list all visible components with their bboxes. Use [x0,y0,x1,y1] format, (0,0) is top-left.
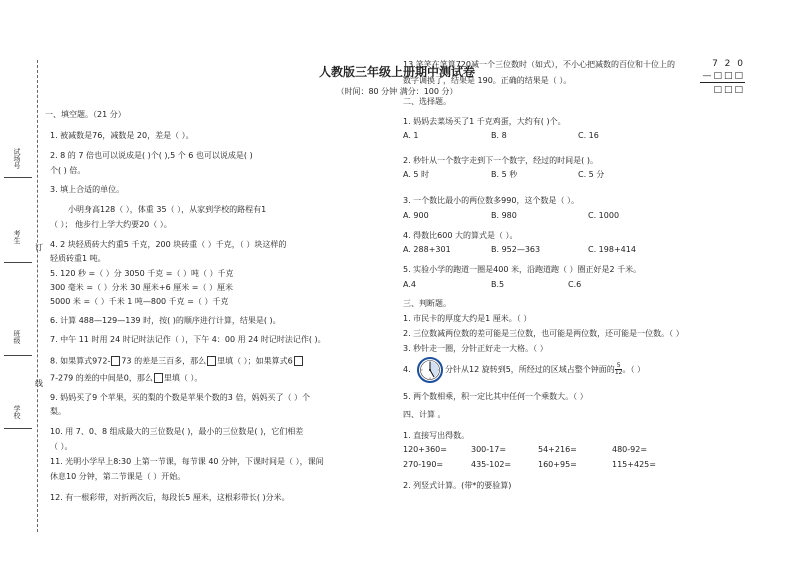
clock-icon [417,357,443,383]
question-text: 11. 光明小学早上8:30 上第一节课，每节课 40 分钟，下课时间是（ ），课间 [50,457,324,466]
judge-4-text-main: 分针从12 旋转到5，所经过的区域占整个钟面的 [445,365,615,374]
margin-char-ding: 订 [35,243,43,252]
choice-2-option-b: B. 5 秒 [491,170,518,179]
calc-row-2-item-1: 270-190= [403,460,444,469]
judge-4-text-end: 。（ ） [622,365,645,374]
left-question-line [50,254,106,264]
answer-box [154,373,163,383]
judge-5: 5. 两个数相乘，积一定比其中任何一个乘数大。（ ） [403,392,588,401]
choice-1-question: 1. 妈妈去菜场买了1 千克鸡蛋，大约有( )个。 [403,117,566,126]
left-question-line [50,356,304,367]
question-text: （ ）。 [50,442,73,451]
left-question-line [50,493,290,503]
margin-char-xian: 线 [35,379,43,388]
left-question-line [50,297,228,307]
left-question-line [50,442,73,452]
question-13-line2: 数字调换了，结果是 190。正确的结果是（ ）。 [403,76,572,85]
left-question-line [50,269,234,279]
section-heading: 二、选择题。 [403,97,451,106]
calc-1-heading: 1. 直接写出得数。 [403,431,470,440]
choice-1-option-b: B. 8 [491,131,507,140]
left-question-line [50,283,233,293]
calc-2-heading: 2. 列竖式计算。(带*的要验算) [403,481,512,490]
fraction-numerator: 5 [616,362,621,369]
question-text: 1. 被减数是76，减数是 20，差是（ ）。 [50,131,194,140]
section-heading: 一、填空题。（21 分） [45,110,126,119]
judge-3: 3. 秒针走一圈，分针正好走一大格。（ ） [403,344,548,353]
choice-5-option-a: A.4 [403,280,416,289]
calc-mid-row: —□□□ [702,71,745,81]
choice-4-option-a: A. 288+301 [403,245,451,254]
left-question-line [50,407,66,417]
left-question-line [50,240,286,250]
judge-2: 2. 三位数减两位数的差可能是三位数，也可能是两位数，还可能是一位数。（ ） [403,329,684,338]
question-text: 个( ) 倍。 [50,166,86,175]
left-question-line [50,151,253,161]
question-text: 休息10 分钟，第二节课是（ ）开始。 [50,472,186,481]
judge-1: 1. 市民卡的厚度大约是1 厘米。（ ） [403,314,532,323]
choice-3-option-c: C. 1000 [588,211,620,220]
right-column [400,0,794,562]
choice-2-option-c: C. 5 分 [578,170,605,179]
side-label-exam-room: 试场号 [13,148,21,169]
question-text: 9. 妈妈买了9 个苹果，买的梨的个数是苹果个数的3 倍，妈妈买了（ ）个 [50,393,310,402]
question-text: 里填（ ）。 [163,373,203,383]
question-text: 8. 如果算式972- [50,356,111,366]
left-question-line [50,185,124,195]
left-question-line [68,205,266,215]
question-text: 里填（ ）；如果算式6 [217,356,293,366]
calc-row-1-item-3: 54+216= [538,445,577,454]
section-heading: 四、计算 。 [403,410,446,419]
answer-box [111,356,120,366]
choice-3-option-b: B. 980 [491,211,517,220]
judge-4-number: 4. [403,365,411,374]
section-heading: 三、判断题。 [403,299,451,308]
page-subtitle: （时间：80 分钟 满分：100 分） [336,87,458,96]
answer-box [294,356,303,366]
choice-5-option-b: B.5 [491,280,505,289]
choice-3-option-a: A. 900 [403,211,429,220]
question-text: 4. 2 块轻质砖大约重5 千克，200 块砖重（ ）千克，（ ）块这样的 [50,240,287,249]
question-text: 7-279 的差的中间是0，那么 [50,373,153,383]
choice-5-option-c: C.6 [568,280,582,289]
left-question-line [50,335,326,345]
calc-bottom-row: □□□ [713,85,745,95]
calc-row-1-item-1: 120+360= [403,445,447,454]
question-13-line1: 13.笑笑在笔算720减一个三位数时（如式），不小心把减数的百位和十位上的 [403,60,675,69]
question-text: 2. 8 的 7 倍也可以说成是( )个( ),5 个 6 也可以说成是( ) [50,151,253,160]
judge-4-text [445,363,645,376]
choice-2-question: 2. 秒针从一个数字走到下一个数字，经过的时间是( )。 [403,156,598,165]
question-text: 小明身高128（ ），体重 35（ ），从家到学校的路程有1 [68,205,267,214]
question-text: 梨。 [50,407,66,416]
question-text: 73 的差是三百多，那么 [121,356,207,366]
question-text: 10. 用 7、0、8 组成最大的三位数是( )，最小的三位数是( )，它们相差 [50,427,304,436]
calc-row-2-item-2: 435-102= [471,460,512,469]
answer-box [207,356,216,366]
choice-4-option-b: B. 952—363 [491,245,541,254]
calc-row-1-item-4: 480-92= [612,445,648,454]
choice-4-option-c: C. 198+414 [588,245,636,254]
question-text: （ ）； 他步行上学大约要20（ ）。 [50,220,172,229]
choice-1-option-c: C. 16 [578,131,599,140]
calc-line [700,82,745,83]
left-question-line [50,316,281,326]
left-question-line [50,131,194,141]
side-label-class: 班级 [13,330,21,344]
question-text: 12. 有一根彩带，对折两次后，每段长5 厘米，这根彩带长( )分米。 [50,493,290,502]
choice-4-question: 4. 得数比600 大的算式是（ ）。 [403,231,518,240]
left-question-line [50,472,185,482]
left-question-line [50,220,172,230]
question-text: 5. 120 秒 =（ ）分 3050 千克 =（ ）吨（ ）千克 [50,269,234,278]
question-text: 5000 米 =（ ）千米 1 吨—800 千克 =（ ）千克 [50,297,229,306]
left-question-line [50,427,303,437]
fraction-denominator: 12 [614,369,623,376]
left-question-line [50,457,324,467]
choice-2-option-a: A. 5 时 [403,170,430,179]
page-title: 人教版三年级上册期中测试卷 [318,65,475,79]
choice-1-option-a: A. 1 [403,131,419,140]
question-text: 7. 中午 11 时用 24 时记时法记作（ ），下午 4：00 用 24 时记时法记作( )。 [50,335,326,344]
calc-row-2-item-3: 160+95= [538,460,577,469]
question-text: 3. 填上合适的单位。 [50,185,125,194]
left-question-line [50,166,85,176]
choice-3-question: 3. 一个数比最小的两位数多990，这个数是（ ）。 [403,196,579,205]
choice-5-question: 5. 实验小学的跑道一圈是400 米，沿跑道跑（ ）圈正好是2 千米。 [403,265,642,274]
calc-top-row: 7 2 0 [712,59,745,69]
left-question-line [50,393,310,403]
vertical-calculation [700,58,745,96]
side-label-student: 考生 [13,230,21,244]
question-text: 6. 计算 488—129—139 时，按( )的顺序进行计算，结果是( )。 [50,316,281,325]
calc-row-1-item-2: 300-17= [471,445,507,454]
question-text: 300 毫米 =（ ）分米 30 厘米+6 厘米 =（ ）厘米 [50,283,233,292]
side-label-school: 学校 [13,405,21,419]
calc-row-2-item-4: 115+425= [612,460,656,469]
left-question-line [50,373,202,384]
question-text: 轻质砖重1 吨。 [50,254,106,263]
